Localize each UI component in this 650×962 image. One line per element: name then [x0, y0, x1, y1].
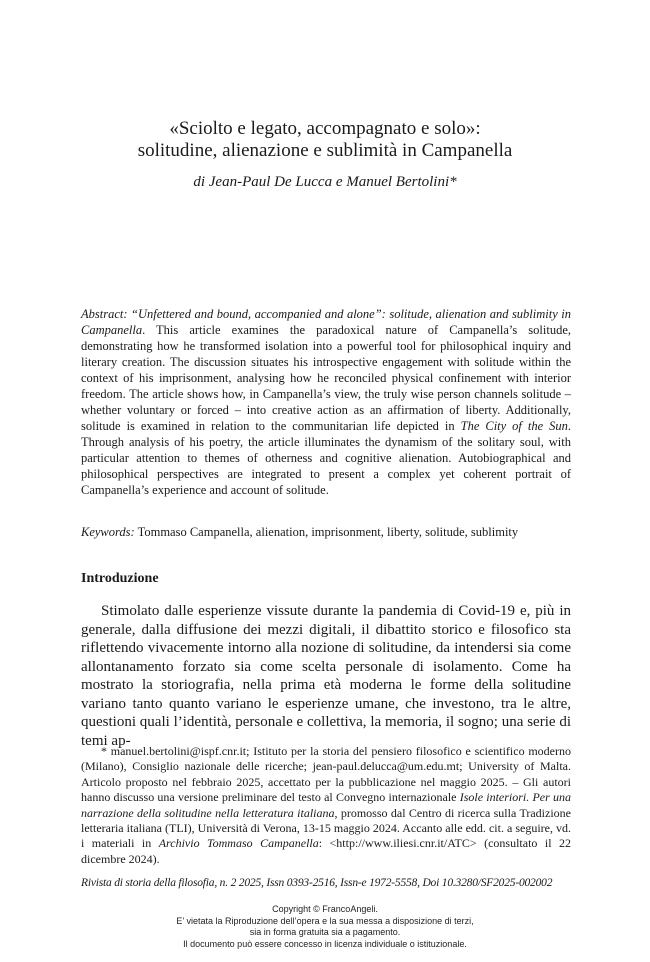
- footnote: [81, 744, 571, 867]
- body-text: [81, 602, 571, 750]
- authors: di Jean-Paul De Lucca e Manuel Bertolini*: [193, 174, 457, 190]
- copyright-notice: [0, 904, 650, 950]
- keywords: [81, 524, 576, 540]
- copyright-line-3: sia in forma gratuita sia a pagamento.: [249, 927, 401, 937]
- footnote-text-1: * manuel.bertolini@ispf.cnr.it; Istituto per la storia del pensiero filosofico e scientifico moderno (Milano), Consiglio nazionale delle ricerche; jean-paul.delucca@um.edu.mt; University of Malta. Articolo proposto nel febbraio 2025, accettato per la pubblicazione nel maggio 2025. – Gli autori hanno discusso una versione preliminare del testo al Convegno internazionale: [81, 744, 571, 805]
- journal-details: , n. 2 2025, Issn 0393-2516, Issn-e 1972-5558, Doi 10.3280/SF2025-002002: [214, 877, 553, 889]
- copyright-line-2: E’ vietata la Riproduzione dell’opera e la sua messa a disposizione di terzi,: [176, 915, 474, 926]
- footnote-archive-title: Archivio Tommaso Campanella: [158, 836, 319, 851]
- abstract-text-2: . Through analysis of his poetry, the article illuminates the dynamism of the solitary soul, with particular attention to themes of otherness and cognitive alienation. Autobiographical and philosophical perspectives are integrated to present a complex yet coherent portrait of Campanella’s experience and account of solitude.: [81, 419, 572, 497]
- journal-name: Rivista di storia della filosofia: [81, 877, 215, 889]
- copyright-line-1: Copyright © FrancoAngeli.: [272, 904, 378, 914]
- footnote-text-3: : <http://www.iliesi.cnr.it/ATC> (consultato il 22 dicembre 2024).: [81, 836, 572, 866]
- section-heading: Introduzione: [81, 571, 159, 586]
- footnote-text-2: , promosso dal Centro di ricerca sulla Tradizione letteraria italiana (TLI), Università di Verona, 13-15 maggio 2024. Accanto alle edd. cit. a seguire, vd. i materiali in: [81, 805, 571, 851]
- abstract-english-title: “Unfettered and bound, accompanied and alone”: solitude, alienation and sublimity in Campanella: [81, 307, 571, 337]
- footnote-conference-title: Isole interiori. Per una narrazione della solitudine nella letteratura italiana: [81, 790, 571, 820]
- title-line-2: solitudine, alienazione e sublimità in Campanella: [137, 140, 513, 161]
- keywords-label: Keywords:: [81, 525, 135, 539]
- abstract-work-title: The City of the Sun: [460, 419, 568, 433]
- article-title: [0, 118, 650, 162]
- title-line-1: «Sciolto e legato, accompagnato e solo»:: [169, 118, 481, 139]
- abstract-text-1: . This article examines the paradoxical nature of Campanella’s solitude, demonstrating how he transformed isolation into a powerful tool for philosophical inquiry and literary creation. The discussion situates his introspective engagement with solitude within the context of his imprisonment, analysing how he reconciled physical confinement with interior freedom. The article shows how, in Campanella’s view, the truly wise person channels solitude – whether voluntary or forced – into creative action as an affirmation of liberty. Additionally, solitude is examined in relation to the communitarian life depicted in: [81, 323, 571, 433]
- body-paragraph: Stimolato dalle esperienze vissute durante la pandemia di Covid-19 e, più in generale, dalla diffusione dei mezzi digitali, il dibattito storico e filosofico sta riflettendo vivacemente intorno alla nozione di solitudine, da intendersi sia come allontanamento forzato sia come scelta personale di isolamento. Come ha mostrato la storiografia, nella prima età moderna le forme della solitudine variano tanto quanto variano le esperienze umane, che investono, tra le altre, questioni quali l’identità, personale e collettiva, la memoria, il sogno; una serie di temi ap-: [81, 603, 571, 749]
- abstract-label: Abstract:: [81, 307, 128, 321]
- copyright-line-4: Il documento può essere concesso in licenza individuale o istituzionale.: [183, 938, 467, 949]
- abstract: [81, 306, 571, 498]
- journal-citation: [81, 876, 552, 890]
- keywords-text: Tommaso Campanella, alienation, imprisonment, liberty, solitude, sublimity: [134, 525, 519, 539]
